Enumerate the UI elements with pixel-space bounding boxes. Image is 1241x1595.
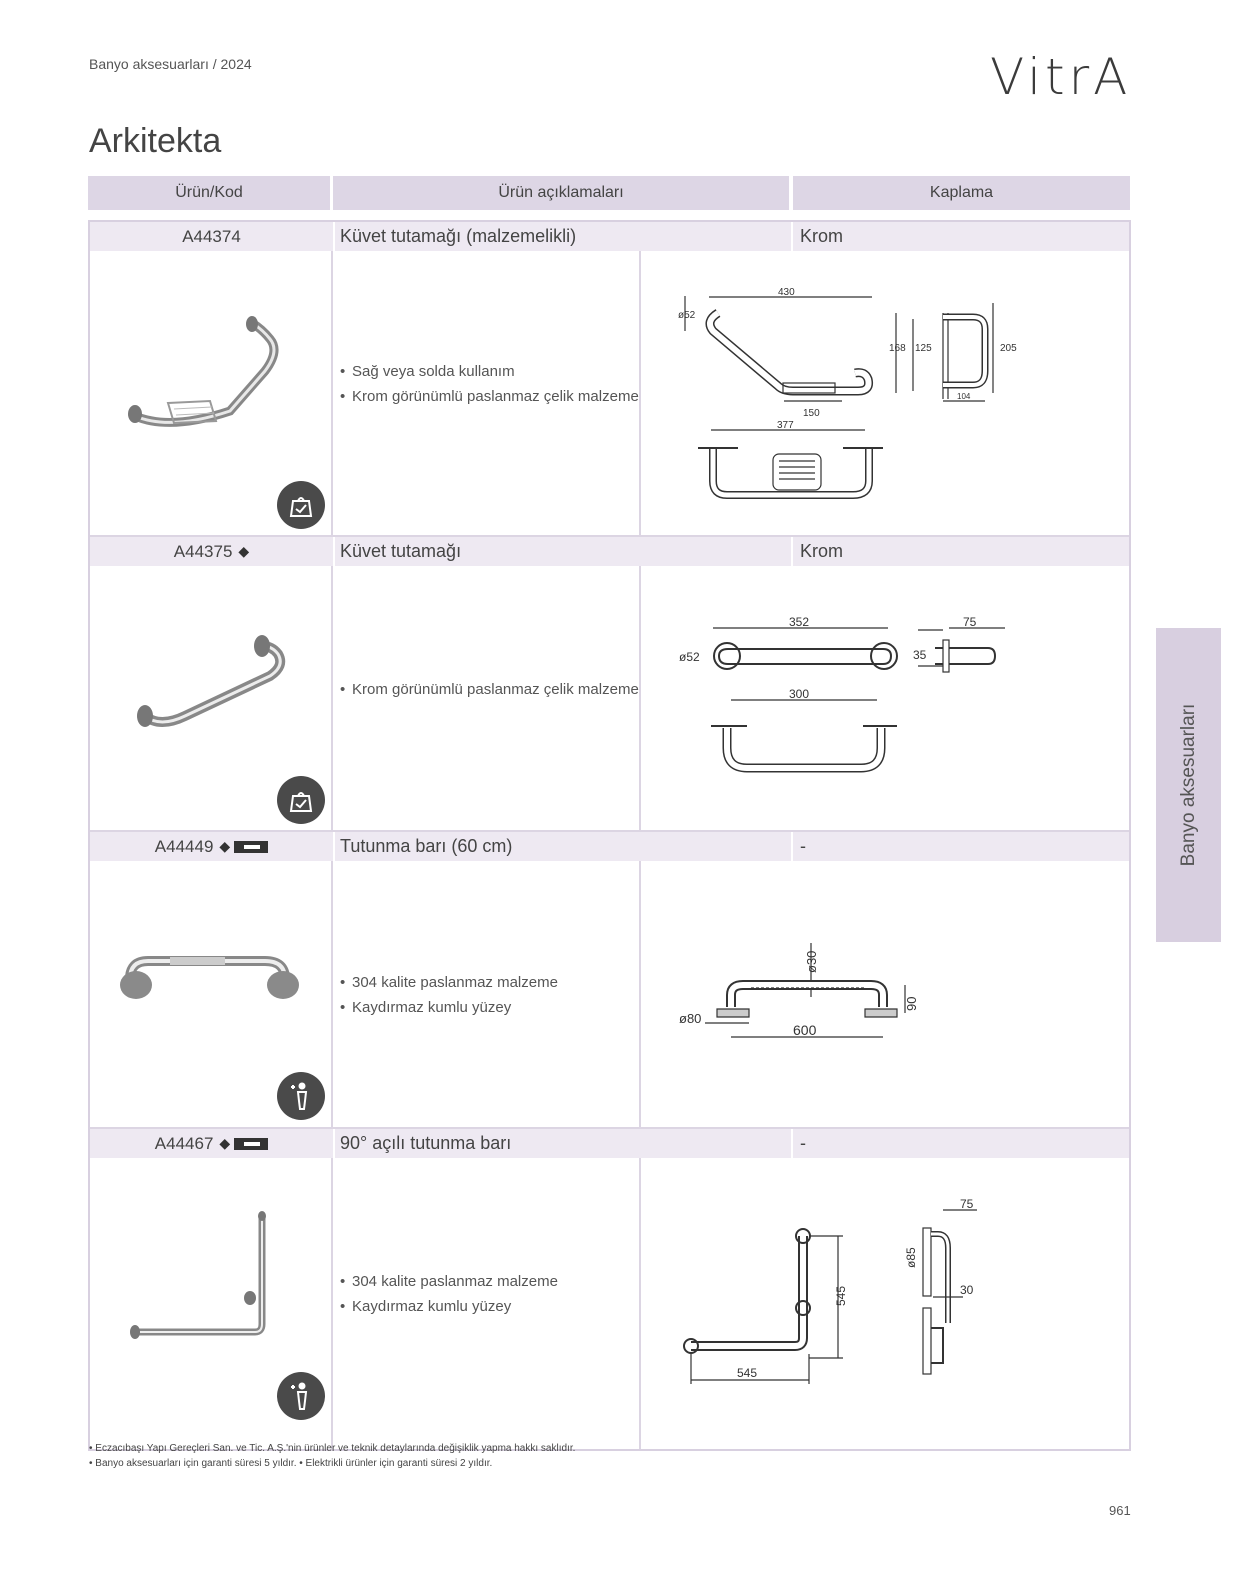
product-code: A44374 <box>182 226 241 246</box>
product-description <box>340 1272 640 1322</box>
product-row-header <box>90 832 1129 861</box>
column-header-description: Ürün açıklamaları <box>333 176 789 210</box>
dim-label: 150 <box>803 408 820 419</box>
description-bullet: • 304 kalite paslanmaz malzeme <box>340 1272 640 1291</box>
new-product-diamond-icon: ◆ <box>238 543 250 559</box>
product-name: Küvet tutamağı <box>340 541 462 561</box>
dim-label: 35 <box>913 648 927 662</box>
dim-label: ø30 <box>804 950 819 973</box>
technical-drawing <box>643 861 1129 1127</box>
dim-label: 104 <box>957 392 971 401</box>
dim-label: 90 <box>904 996 919 1011</box>
product-name: 90° açılı tutunma barı <box>340 1133 512 1153</box>
dim-label: ø52 <box>678 310 696 321</box>
description-bullet: • Krom görünümlü paslanmaz çelik malzeme <box>340 387 640 406</box>
product-name: Küvet tutamağı (malzemelikli) <box>340 226 577 246</box>
footer-note: • Banyo aksesuarları için garanti süresi 5 yıldır. • Elektrikli ürünler için garanti süresi 2 yıldır. <box>89 1458 493 1469</box>
dim-label: 545 <box>834 1285 848 1306</box>
description-bullet: • Krom görünümlü paslanmaz çelik malzeme <box>340 680 640 699</box>
product-table <box>88 220 1131 1451</box>
accessibility-certified-icon <box>277 481 325 529</box>
product-label-tag-icon <box>234 841 268 853</box>
dim-label: ø85 <box>904 1247 918 1268</box>
column-header-product-code: Ürün/Kod <box>88 176 330 210</box>
product-finish: Krom <box>800 226 844 246</box>
product-row-header <box>90 222 1129 251</box>
description-bullet: • 304 kalite paslanmaz malzeme <box>340 973 640 992</box>
elderly-support-icon <box>277 1072 325 1120</box>
elderly-support-icon <box>277 1372 325 1420</box>
dim-label: 600 <box>793 1022 817 1038</box>
section-side-tab-label: Banyo aksesuarları <box>1177 703 1199 867</box>
product-row-header <box>90 537 1129 566</box>
product-finish: - <box>800 836 806 856</box>
product-row-header <box>90 1129 1129 1158</box>
footer-note: • Eczacıbaşı Yapı Gereçleri San. ve Tic. A.Ş.'nin ürünler ve teknik detaylarında değişiklik yapma hakkı saklıdır. <box>89 1443 576 1454</box>
technical-drawing <box>643 566 1129 830</box>
product-finish: - <box>800 1133 806 1153</box>
product-code: A44449 ◆ <box>90 832 333 861</box>
product-description <box>340 973 640 1023</box>
section-side-tab[interactable] <box>1156 628 1221 942</box>
page-number: 961 <box>1109 1503 1131 1518</box>
description-bullet: • Kaydırmaz kumlu yüzey <box>340 998 640 1017</box>
dim-label: 545 <box>737 1366 758 1380</box>
page-title: Arkitekta <box>89 122 222 160</box>
accessibility-certified-icon <box>277 776 325 824</box>
description-bullet: • Kaydırmaz kumlu yüzey <box>340 1297 640 1316</box>
product-description <box>340 680 640 705</box>
dim-label: 75 <box>963 615 977 629</box>
new-product-diamond-icon: ◆ <box>219 1135 231 1151</box>
product-description <box>340 362 640 412</box>
dim-label: 125 <box>915 343 932 354</box>
description-bullet: • Sağ veya solda kullanım <box>340 362 640 381</box>
dim-label: ø52 <box>679 650 700 664</box>
dim-label: 377 <box>777 420 794 431</box>
product-code: A44467 ◆ <box>90 1129 333 1158</box>
dim-label: 300 <box>789 687 810 701</box>
brand-logo: VitrA <box>990 48 1132 106</box>
technical-drawing <box>643 251 1129 535</box>
dim-label: 352 <box>789 615 810 629</box>
dim-label: 205 <box>1000 343 1017 354</box>
dim-label: 75 <box>960 1197 974 1211</box>
dim-label: 168 <box>889 343 906 354</box>
product-code: A44375 ◆ <box>173 541 250 561</box>
breadcrumb: Banyo aksesuarları / 2024 <box>89 56 252 72</box>
dim-label: ø80 <box>679 1011 702 1026</box>
technical-drawing <box>643 1158 1129 1449</box>
product-label-tag-icon <box>234 1138 268 1150</box>
dim-label: 30 <box>960 1283 974 1297</box>
product-finish: Krom <box>800 541 844 561</box>
product-name: Tutunma barı (60 cm) <box>340 836 513 856</box>
new-product-diamond-icon: ◆ <box>219 838 231 854</box>
column-header-finish: Kaplama <box>793 176 1130 210</box>
dim-label: 430 <box>778 287 795 298</box>
